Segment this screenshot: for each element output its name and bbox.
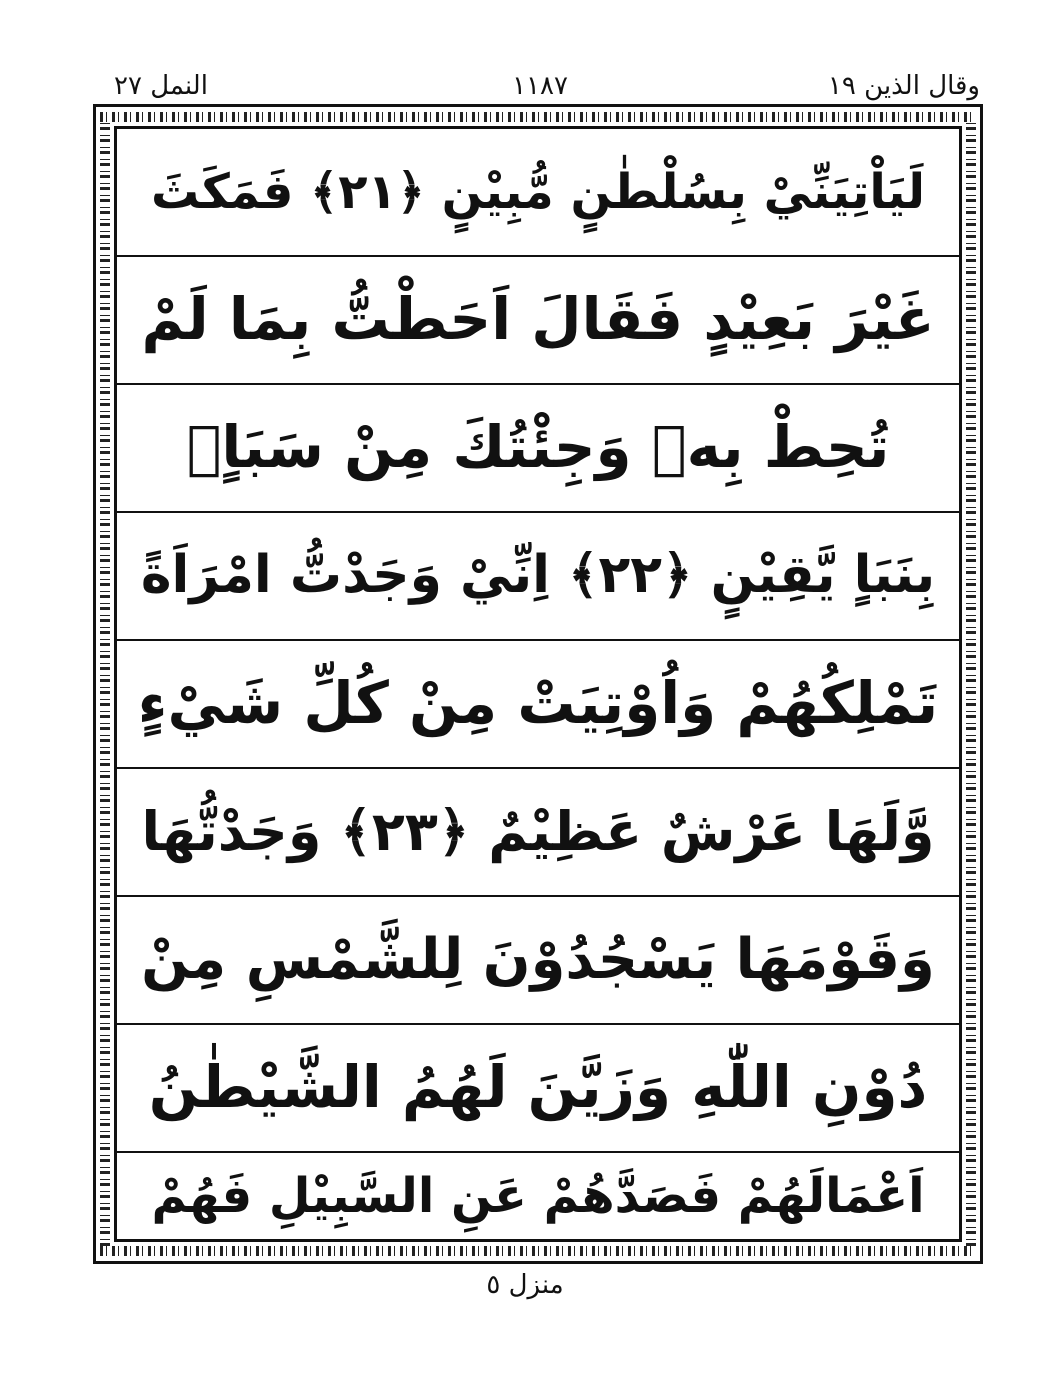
- verse-line: [117, 769, 959, 897]
- verse-line: [117, 1153, 959, 1239]
- verse-line: [117, 257, 959, 385]
- verse-line-text: وَّلَهَا عَرْشٌ عَظِيْمٌ ﴿٢٣﴾ وَجَدْتُّهَا: [141, 800, 935, 864]
- verse-line-text: وَقَوْمَهَا يَسْجُدُوْنَ لِلشَّمْسِ مِنْ: [141, 927, 935, 993]
- verse-line-text: بِنَبَاٍ يَّقِيْنٍ ﴿٢٢﴾ اِنِّيْ وَجَدْتُّ امْرَاَةً: [140, 545, 936, 606]
- text-frame: [114, 126, 962, 1242]
- ornament-border-top: [100, 112, 976, 122]
- ornament-border-right: [966, 122, 976, 1246]
- manzil-label: منزل ٥: [486, 1270, 564, 1300]
- verse-line: [117, 897, 959, 1025]
- verse-line-text: لَيَاْتِيَنِّيْ بِسُلْطٰنٍ مُّبِيْنٍ ﴿٢١﴾ فَمَكَثَ: [151, 163, 925, 220]
- verse-line: [117, 1025, 959, 1153]
- ornament-border-bottom: [100, 1246, 976, 1256]
- verse-line: [117, 385, 959, 513]
- verse-line-text: اَعْمَالَهُمْ فَصَدَّهُمْ عَنِ السَّبِيْلِ فَهُمْ: [151, 1167, 925, 1224]
- page-number: ١١٨٧: [512, 71, 568, 101]
- verse-line-text: تُحِطْ بِهٖ وَجِئْتُكَ مِنْ سَبَاٍۭ: [186, 413, 890, 482]
- verse-line-text: غَيْرَ بَعِيْدٍ فَقَالَ اَحَطْتُّ بِمَا لَمْ: [141, 285, 935, 354]
- surah-name: النمل ٢٧: [114, 71, 208, 101]
- verse-line: [117, 641, 959, 769]
- verse-line-text: دُوْنِ اللّٰهِ وَزَيَّنَ لَهُمُ الشَّيْطٰنُ: [148, 1053, 928, 1122]
- verse-line: [117, 129, 959, 257]
- verse-line: [117, 513, 959, 641]
- ornament-border-left: [100, 122, 110, 1246]
- juz-name: وقال الذين ١٩: [827, 71, 980, 101]
- verse-line-text: تَمْلِكُهُمْ وَاُوْتِيَتْ مِنْ كُلِّ شَيْءٍ: [137, 669, 939, 738]
